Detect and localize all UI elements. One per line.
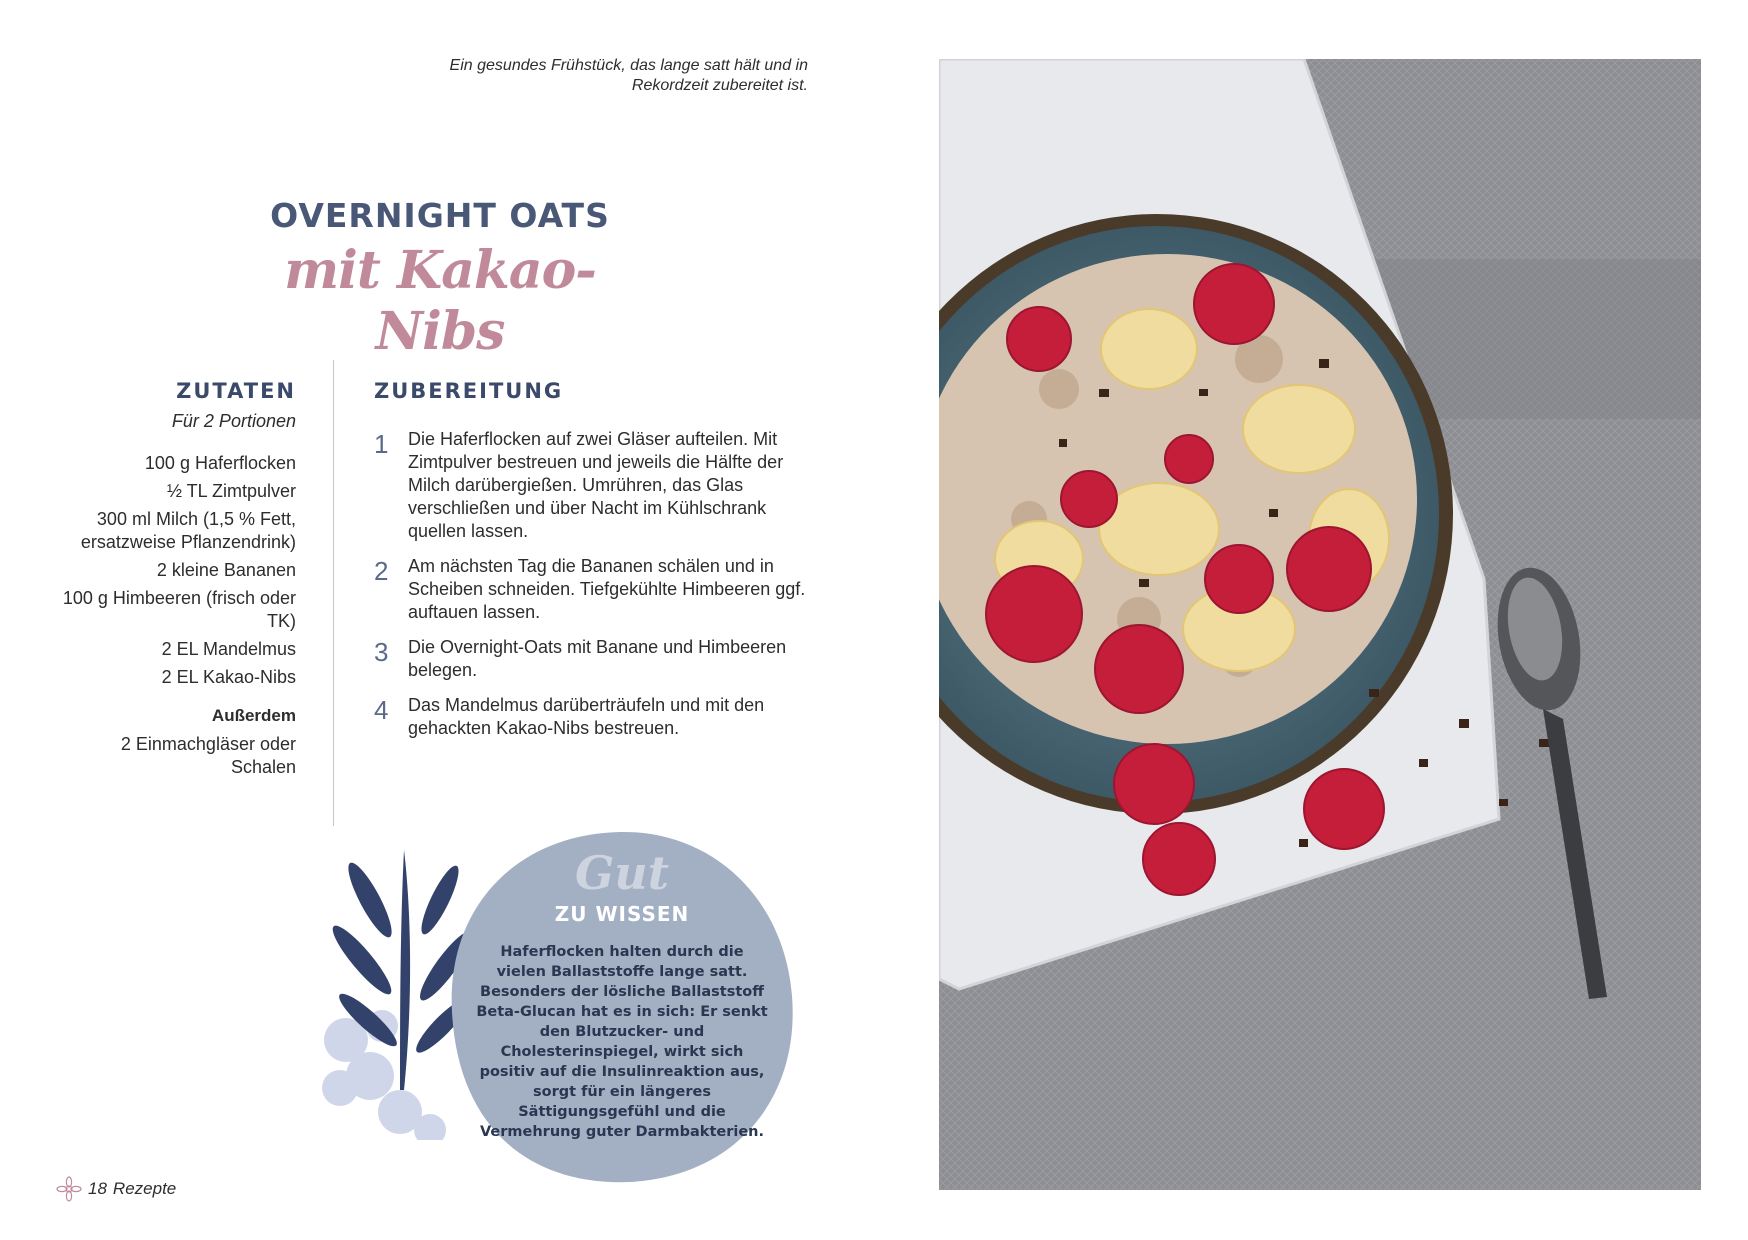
preparation-heading: ZUBEREITUNG (374, 379, 564, 403)
step-text: Die Overnight-Oats mit Banane und Himbeeren belegen. (408, 637, 787, 680)
ingredient-item: 2 kleine Bananen (156, 560, 296, 580)
page-footer (56, 1176, 176, 1202)
ingredient-list (60, 452, 296, 689)
recipe-title: OVERNIGHT OATS (270, 196, 610, 235)
preparation-column (374, 378, 814, 752)
tagline: Ein gesundes Frühstück, das lange satt hält und in Rekordzeit zubereitet ist. (449, 57, 808, 94)
step-item (374, 636, 814, 682)
recipe-photo (939, 59, 1701, 1190)
section-name: Rezepte (112, 1179, 177, 1198)
step-number: 1 (374, 429, 389, 459)
ingredients-column (60, 378, 296, 779)
step-number: 2 (374, 556, 389, 586)
step-item (374, 428, 814, 543)
extra-equipment-value: 2 Einmachgläser oder Schalen (120, 734, 296, 777)
flower-icon (56, 1176, 82, 1202)
step-number: 4 (374, 695, 389, 725)
step-number: 3 (374, 637, 389, 667)
ingredient-item: 2 EL Mandelmus (161, 639, 296, 659)
info-box-title: ZU WISSEN (554, 902, 690, 926)
info-box-script-title: Gut (575, 846, 669, 900)
ingredient-item: 100 g Haferflocken (144, 453, 296, 473)
recipe-subtitle-script: mit Kakao-Nibs (284, 240, 596, 362)
step-item (374, 694, 814, 740)
ingredient-item: 2 EL Kakao-Nibs (161, 667, 296, 687)
portion-info: Für 2 Portionen (171, 411, 296, 431)
info-box-text: Haferflocken halten durch die vielen Ballaststoffe lange satt. Besonders der lösliche Ballaststoff Beta-Glucan hat es in sich: Er senkt den Blutzucker- und Cholesterinspiegel, wirkt sich positiv auf die Insulinreaktion aus, sorgt für ein längeres Sättigungsgefühl und die Vermehrung guter Darmbakterien. (476, 944, 768, 1140)
preparation-steps (374, 428, 814, 740)
step-text: Am nächsten Tag die Bananen schälen und in Scheiben schneiden. Tiefgekühlte Himbeeren ggf. auftauen lassen. (408, 556, 806, 622)
step-text: Das Mandelmus darüberträufeln und mit den gehackten Kakao-Nibs bestreuen. (408, 695, 765, 738)
column-divider (333, 360, 334, 826)
step-item (374, 555, 814, 624)
step-text: Die Haferflocken auf zwei Gläser aufteilen. Mit Zimtpulver bestreuen und jeweils die Hälfte der Milch darübergießen. Umrühren, das Glas verschließen und über Nacht im Kühlschrank quellen lassen. (408, 429, 784, 541)
ingredient-item: ½ TL Zimtpulver (166, 481, 296, 501)
ingredients-heading: ZUTATEN (176, 379, 296, 403)
extra-equipment-heading: Außerdem (211, 706, 296, 725)
page-number: 18 (88, 1179, 107, 1198)
ingredient-item: 100 g Himbeeren (frisch oder TK) (62, 588, 296, 631)
ingredient-item: 300 ml Milch (1,5 % Fett, ersatzweise Pflanzendrink) (80, 509, 296, 552)
